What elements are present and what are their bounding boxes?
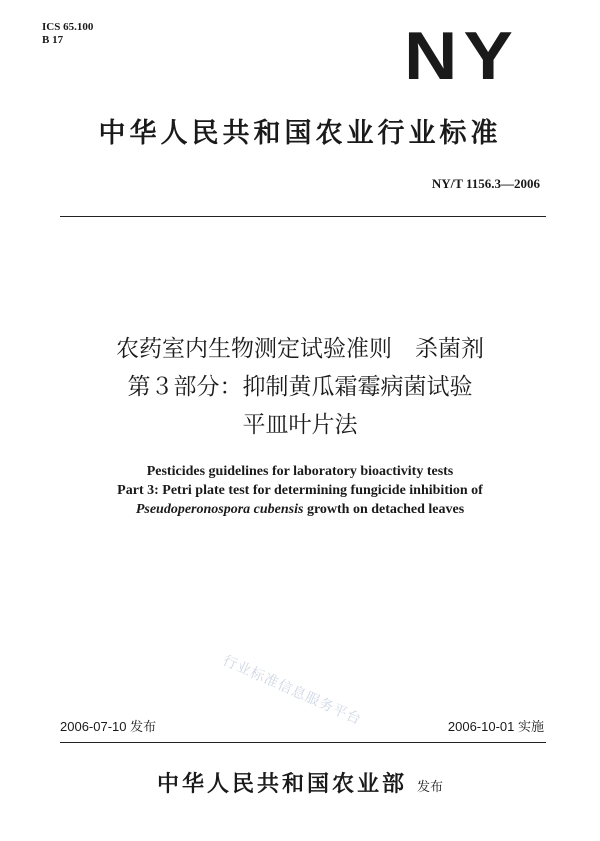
english-title-line-1: Pesticides guidelines for laboratory bioactivity tests xyxy=(146,464,454,479)
implement-date: 2006-10-01 实施 xyxy=(447,719,544,734)
chinese-title-line-2: 第３部分：抑制黄瓜霜霉病菌试验 xyxy=(127,374,473,400)
issuer xyxy=(0,767,600,798)
species-name: Pseudoperonospora cubensis xyxy=(135,502,304,517)
standard-title: 中华人民共和国农业行业标准 xyxy=(98,118,502,149)
english-title-line-3 xyxy=(0,500,600,519)
bottom-divider xyxy=(60,742,546,743)
ics-code: ICS 65.100 xyxy=(42,21,94,33)
top-divider xyxy=(60,216,546,217)
watermark: 行业标准信息服务平台 xyxy=(220,652,364,729)
standard-number: NY/T 1156.3—2006 xyxy=(431,176,540,191)
issuer-name: 中华人民共和国农业部 xyxy=(156,772,407,797)
issuer-suffix: 发布 xyxy=(417,780,444,795)
ny-logo: NY xyxy=(404,17,519,94)
english-title-line-2: Part 3: Petri plate test for determining fungicide inhibition of xyxy=(117,483,483,498)
ccs-code: B 17 xyxy=(42,34,64,46)
english-title-line-3-rest: growth on detached leaves xyxy=(303,502,465,517)
publish-date: 2006-07-10 发布 xyxy=(60,719,157,734)
classification-codes xyxy=(42,21,93,47)
chinese-title-line-3: 平皿叶片法 xyxy=(242,412,358,438)
chinese-title-line-1: 农药室内生物测定试验准则 杀菌剂 xyxy=(116,336,484,362)
